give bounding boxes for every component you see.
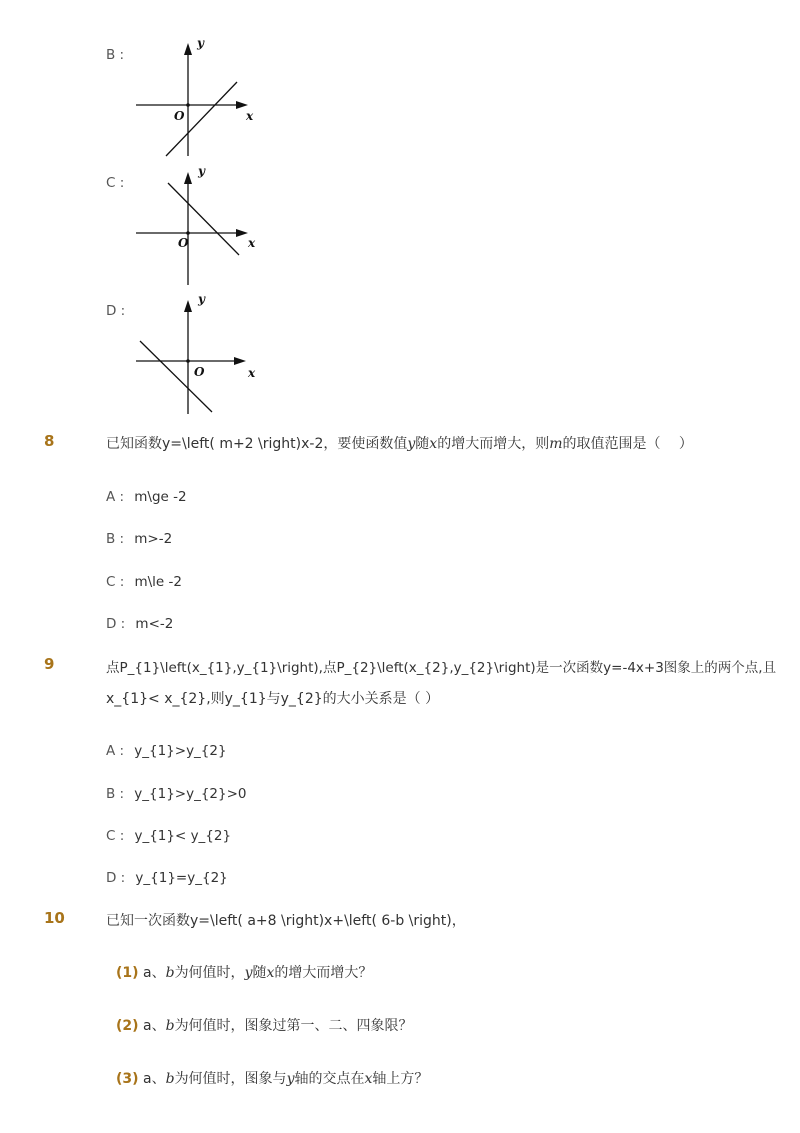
question-10-text: 已知一次函数y=\left( a+8 \right)x+\left( 6-b \right)，: [106, 913, 466, 929]
origin-point: [186, 231, 190, 235]
question-9-option-a[interactable]: A : y_{1}>y_{2}: [106, 743, 227, 759]
question-9-option-c[interactable]: C : y_{1}< y_{2}: [106, 828, 232, 844]
question-10-number: 10: [44, 909, 65, 927]
x-axis-label: x: [246, 109, 254, 123]
x-axis-arrow: [236, 229, 248, 237]
question-9-option-d[interactable]: D : y_{1}=y_{2}: [106, 870, 228, 886]
y-axis-label: y: [198, 164, 205, 178]
origin-label: O: [178, 236, 189, 250]
y-axis-arrow: [184, 43, 192, 55]
origin-label: O: [174, 109, 185, 123]
question-9-text-line2: x_{1}< x_{2},则y_{1}与y_{2}的大小关系是（ ）: [106, 691, 440, 707]
question-9-number: 9: [44, 655, 55, 673]
graph-option-d: [130, 292, 260, 416]
question-8-option-a[interactable]: A : m\ge -2: [106, 489, 187, 505]
question-8-number: 8: [44, 432, 55, 450]
question-10-sub-1: (1) a、b为何值时，y随x的增大而增大？: [116, 965, 373, 981]
question-9-text-line1: 点P_{1}\left(x_{1},y_{1}\right),点P_{2}\left(x_{2},y_{2}\right)是一次函数y=-4x+3图象上的两个点,且: [106, 660, 777, 676]
x-axis-label: x: [248, 236, 256, 250]
question-8-text: 已知函数y=\left( m+2 \right)x-2，要使函数值y随x的增大而增大，则m的取值范围是（ ）: [106, 436, 693, 452]
option-d-label: D :: [106, 303, 126, 319]
y-axis-label: y: [197, 36, 204, 50]
x-axis-arrow: [236, 101, 248, 109]
option-c-label: C :: [106, 175, 125, 191]
question-10-sub-3: (3) a、b为何值时，图象与y轴的交点在x轴上方？: [116, 1071, 429, 1087]
y-axis-arrow: [184, 172, 192, 184]
origin-point: [186, 359, 190, 363]
graph-option-c: [130, 163, 260, 287]
question-9-option-b[interactable]: B : y_{1}>y_{2}>0: [106, 786, 247, 802]
y-axis-arrow: [184, 300, 192, 312]
question-10-sub-2: (2) a、b为何值时，图象过第一、二、四象限？: [116, 1018, 413, 1034]
x-axis-arrow: [234, 357, 246, 365]
question-8-option-d[interactable]: D : m<-2: [106, 616, 174, 632]
option-b-label: B :: [106, 47, 125, 63]
question-8-option-b[interactable]: B : m>-2: [106, 531, 173, 547]
origin-point: [186, 103, 190, 107]
question-8-option-c[interactable]: C : m\le -2: [106, 574, 182, 590]
graph-option-b: [130, 36, 260, 160]
origin-label: O: [194, 365, 205, 379]
x-axis-label: x: [248, 366, 256, 380]
y-axis-label: y: [198, 292, 205, 306]
